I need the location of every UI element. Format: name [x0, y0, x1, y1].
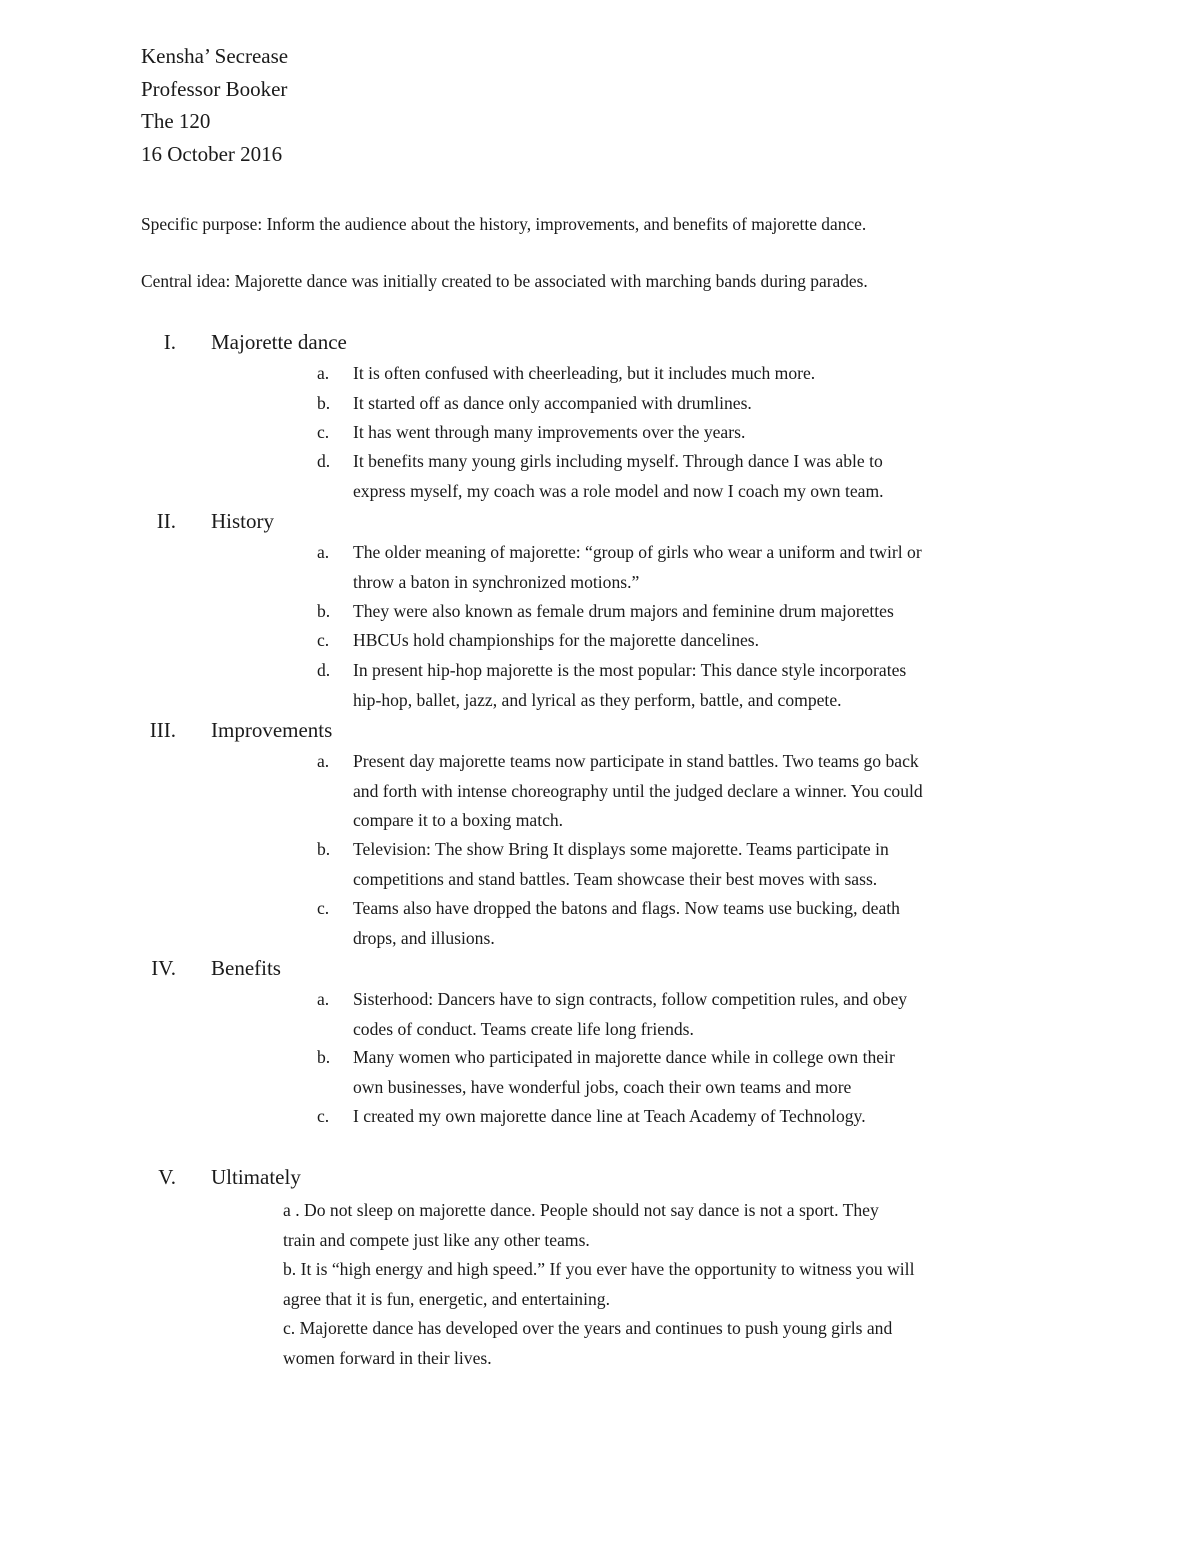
item-letter: b. — [317, 839, 331, 859]
item-line: It started off as dance only accompanied with drumlines. — [353, 393, 752, 413]
item-line: They were also known as female drum majors and feminine drum majorettes — [353, 601, 894, 621]
item-line: It has went through many improvements over the years. — [353, 422, 746, 442]
section-numeral: III. — [149, 718, 176, 742]
document-date: 16 October 2016 — [141, 141, 283, 166]
item-letter: c. — [317, 630, 330, 650]
item-letter: b. — [317, 601, 331, 621]
section-heading: Ultimately — [211, 1165, 301, 1189]
item-line: drops, and illusions. — [353, 927, 495, 948]
section-heading: Majorette dance — [211, 330, 347, 354]
section-numeral: IV. — [151, 956, 176, 980]
item-letter: a. — [317, 542, 330, 562]
item-letter: a. — [317, 363, 330, 383]
conclusion-line: train and compete just like any other teams. — [283, 1229, 590, 1250]
specific-purpose: Specific purpose: Inform the audience about the history, improvements, and benefits of majorette dance. — [141, 214, 867, 234]
course-name: The 120 — [141, 109, 211, 134]
item-letter: c. — [317, 422, 330, 442]
item-letter: c. — [317, 898, 330, 918]
conclusion-line: women forward in their lives. — [283, 1347, 492, 1368]
item-letter: a. — [317, 751, 330, 771]
item-letter: d. — [317, 660, 331, 680]
item-letter: b. — [317, 1047, 331, 1067]
item-letter: a. — [317, 989, 330, 1009]
professor-name: Professor Booker — [141, 76, 288, 101]
section-numeral: V. — [158, 1165, 176, 1189]
item-line: compare it to a boxing match. — [353, 810, 564, 831]
item-line: Television: The show Bring It displays some majorette. Teams participate in — [353, 839, 889, 859]
item-line: I created my own majorette dance line at Teach Academy of Technology. — [353, 1106, 866, 1126]
item-line: In present hip-hop majorette is the most popular: This dance style incorporates — [353, 660, 907, 680]
item-line: throw a baton in synchronized motions.” — [353, 571, 640, 592]
item-line: HBCUs hold championships for the majorette dancelines. — [353, 630, 760, 650]
item-line: Sisterhood: Dancers have to sign contracts, follow competition rules, and obey — [353, 989, 908, 1009]
conclusion-line: a . Do not sleep on majorette dance. People should not say dance is not a sport. They — [283, 1200, 879, 1220]
section-numeral: II. — [156, 509, 176, 533]
item-letter: c. — [317, 1106, 330, 1126]
item-line: and forth with intense choreography until the judged declare a winner. You could — [353, 780, 923, 801]
item-line: hip-hop, ballet, jazz, and lyrical as they perform, battle, and compete. — [353, 689, 842, 710]
document-header — [141, 40, 288, 170]
item-line: express myself, my coach was a role model and now I coach my own team. — [353, 480, 884, 501]
item-line: Present day majorette teams now participate in stand battles. Two teams go back — [353, 751, 919, 771]
item-line: The older meaning of majorette: “group of girls who wear a uniform and twirl or — [353, 542, 922, 562]
item-letter: d. — [317, 451, 331, 471]
conclusion-line: c. Majorette dance has developed over the years and continues to push young girls and — [283, 1318, 893, 1339]
item-line: codes of conduct. Teams create life long friends. — [353, 1018, 694, 1039]
section-heading: Improvements — [211, 718, 333, 742]
item-line: It benefits many young girls including myself. Through dance I was able to — [353, 451, 883, 471]
student-name: Kensha’ Secrease — [141, 44, 289, 68]
central-idea: Central idea: Majorette dance was initially created to be associated with marching bands during parades. — [141, 271, 868, 291]
section-numeral: I. — [163, 330, 176, 354]
conclusion-line: agree that it is fun, energetic, and entertaining. — [283, 1288, 610, 1309]
item-line: own businesses, have wonderful jobs, coach their own teams and more — [353, 1076, 852, 1097]
item-letter: b. — [317, 393, 331, 413]
conclusion-block — [283, 1196, 914, 1374]
section-heading: Benefits — [211, 956, 281, 980]
item-line: Teams also have dropped the batons and flags. Now teams use bucking, death — [353, 898, 900, 918]
conclusion-line: b. It is “high energy and high speed.” If you ever have the opportunity to witness you will — [283, 1259, 915, 1280]
item-line: It is often confused with cheerleading, but it includes much more. — [353, 363, 816, 383]
item-line: competitions and stand battles. Team showcase their best moves with sass. — [353, 868, 878, 889]
item-line: Many women who participated in majorette dance while in college own their — [353, 1047, 895, 1067]
section-heading: History — [211, 509, 274, 533]
